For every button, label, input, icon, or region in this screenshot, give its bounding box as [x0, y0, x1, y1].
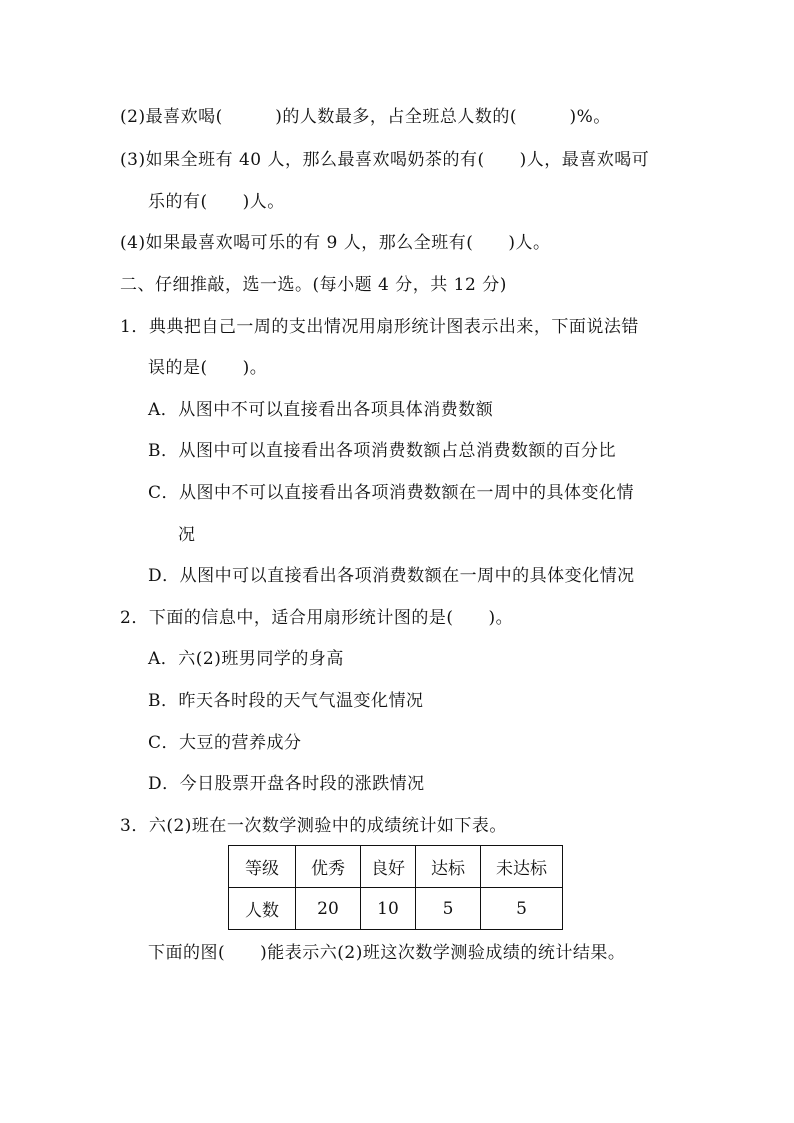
table-cell: 优秀 — [296, 846, 361, 888]
table-cell: 良好 — [361, 846, 416, 888]
problem-1-option-c-line-2: 况 — [178, 525, 196, 545]
question-3-line-1: (3)如果全班有 40 人，那么最喜欢喝奶茶的有( )人，最喜欢喝可 — [120, 150, 650, 170]
problem-1-option-a: A．从图中不可以直接看出各项具体消费数额 — [148, 400, 494, 420]
table-row — [229, 888, 563, 930]
problem-2-option-b: B．昨天各时段的天气气温变化情况 — [148, 691, 424, 711]
question-3-line-2: 乐的有( )人。 — [148, 192, 285, 212]
table-cell: 未达标 — [481, 846, 563, 888]
question-2: (2)最喜欢喝( )的人数最多，占全班总人数的( )%。 — [120, 107, 611, 127]
table-cell: 人数 — [229, 888, 296, 930]
problem-1-option-c-line-1: C．从图中不可以直接看出各项消费数额在一周中的具体变化情 — [148, 483, 635, 503]
table-cell: 10 — [361, 888, 416, 930]
problem-1-line-2: 误的是( )。 — [148, 358, 268, 378]
problem-1-line-1: 1．典典把自己一周的支出情况用扇形统计图表示出来，下面说法错 — [120, 317, 639, 337]
table-row — [229, 846, 563, 888]
grade-table — [228, 845, 563, 930]
problem-2: 2．下面的信息中，适合用扇形统计图的是( )。 — [120, 608, 514, 628]
table-cell: 等级 — [229, 846, 296, 888]
problem-2-option-a: A．六(2)班男同学的身高 — [148, 649, 344, 669]
section-2-heading: 二、仔细推敲，选一选。(每小题 4 分，共 12 分) — [120, 275, 507, 295]
question-4: (4)如果最喜欢喝可乐的有 9 人，那么全班有( )人。 — [120, 233, 551, 253]
problem-1-option-d: D．从图中可以直接看出各项消费数额在一周中的具体变化情况 — [148, 566, 635, 586]
table-cell: 5 — [481, 888, 563, 930]
problem-3-followup: 下面的图( )能表示六(2)班这次数学测验成绩的统计结果。 — [148, 943, 626, 963]
table-cell: 达标 — [416, 846, 481, 888]
problem-2-option-d: D．今日股票开盘各时段的涨跌情况 — [148, 774, 425, 794]
table-cell: 5 — [416, 888, 481, 930]
problem-1-option-b: B．从图中可以直接看出各项消费数额占总消费数额的百分比 — [148, 441, 616, 461]
problem-3: 3．六(2)班在一次数学测验中的成绩统计如下表。 — [120, 816, 507, 836]
problem-2-option-c: C．大豆的营养成分 — [148, 733, 302, 753]
table-cell: 20 — [296, 888, 361, 930]
